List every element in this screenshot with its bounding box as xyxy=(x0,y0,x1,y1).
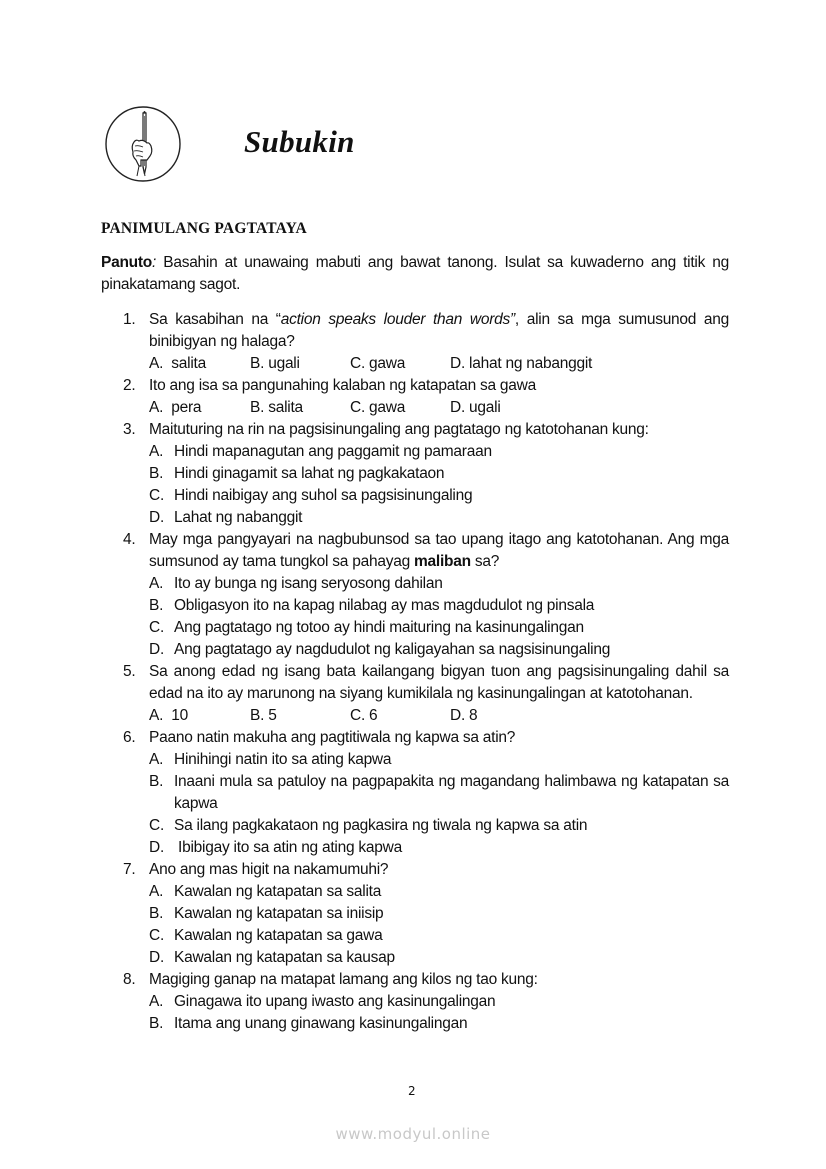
choice-text: Kawalan ng katapatan sa iniisip xyxy=(174,905,384,922)
choice-b xyxy=(149,463,729,485)
question-text: Sa anong edad ng isang bata kailangang bigyan tuon ang pagsisinungaling dahil sa edad na ito ay marunong na siyang kumikilala ng kasinungalingan at katotohanan. xyxy=(149,663,729,702)
question-5 xyxy=(123,661,729,727)
question-1 xyxy=(123,309,729,375)
choice-text: Itama ang unang ginawang kasinungalingan xyxy=(174,1015,468,1032)
question-text: Paano natin makuha ang pagtitiwala ng kapwa sa atin? xyxy=(149,729,516,746)
choice-letter: A. xyxy=(149,883,164,900)
choice-text: Lahat ng nabanggit xyxy=(174,509,303,526)
choice-d: D. ugali xyxy=(450,399,501,416)
question-3 xyxy=(123,419,729,529)
choice-c xyxy=(149,485,729,507)
choice-text: Ginagawa ito upang iwasto ang kasinungalingan xyxy=(174,993,496,1010)
section-title: PANIMULANG PAGTATAYA xyxy=(101,220,307,237)
choice-text: Hindi naibigay ang suhol sa pagsisinungaling xyxy=(174,487,473,504)
choice-b xyxy=(149,771,729,815)
choice-letter: C. xyxy=(149,927,164,944)
choice-text: Kawalan ng katapatan sa kausap xyxy=(174,949,395,966)
choice-text: Inaani mula sa patuloy na pagpapakita ng magandang halimbawa ng katapatan sa kapwa xyxy=(174,773,729,812)
question-7 xyxy=(123,859,729,969)
choice-d: D. 8 xyxy=(450,707,478,724)
question-text: Ano ang mas higit na nakamumuhi? xyxy=(149,861,389,878)
choice-letter: C. xyxy=(149,487,164,504)
lesson-title: Subukin xyxy=(244,124,355,159)
question-4 xyxy=(123,529,729,661)
choice-b xyxy=(149,903,729,925)
choice-text: Hinihingi natin ito sa ating kapwa xyxy=(174,751,392,768)
choice-text: Obligasyon ito na kapag nilabag ay mas magdudulot ng pinsala xyxy=(174,597,595,614)
page-number: 2 xyxy=(408,1084,416,1098)
choice-c xyxy=(149,617,729,639)
choice-a xyxy=(149,991,729,1013)
directions-colon: : xyxy=(152,254,157,271)
choice-d: D. lahat ng nabanggit xyxy=(450,355,593,372)
choices-row xyxy=(149,353,729,375)
question-text xyxy=(149,309,729,353)
choice-text: Sa ilang pagkakataon ng pagkasira ng tiwala ng kapwa sa atin xyxy=(174,817,588,834)
choice-letter: C. xyxy=(149,817,164,834)
choice-b xyxy=(149,1013,729,1035)
choice-letter: C. xyxy=(149,619,164,636)
choice-a xyxy=(149,749,729,771)
choice-a xyxy=(149,441,729,463)
choice-text: Kawalan ng katapatan sa gawa xyxy=(174,927,383,944)
choice-d xyxy=(149,947,729,969)
choice-d xyxy=(149,837,729,859)
choice-letter: B. xyxy=(149,465,164,482)
watermark: www.modyul.online xyxy=(335,1125,491,1143)
choice-b: B. ugali xyxy=(250,355,300,372)
question-number: 5. xyxy=(123,663,136,680)
question-text: Magiging ganap na matapat lamang ang kilos ng tao kung: xyxy=(149,971,538,988)
question-text-part: May mga pangyayari na nagbubunsod sa tao upang itago ang katotohanan. Ang mga sumsunod ay tama tungkol sa pahayag xyxy=(149,531,729,570)
choice-text: Ibibigay ito sa atin ng ating kapwa xyxy=(174,839,402,856)
question-number: 8. xyxy=(123,971,136,988)
hand-holding-pencil-icon xyxy=(103,104,183,184)
directions-text: Basahin at unawaing mabuti ang bawat tanong. Isulat sa kuwaderno ang titik ng pinakatamang sagot. xyxy=(101,254,729,293)
choice-b: B. salita xyxy=(250,399,303,416)
question-text: Maituturing na rin na pagsisinungaling ang pagtatago ng katotohanan kung: xyxy=(149,421,649,438)
choice-b: B. 5 xyxy=(250,707,277,724)
choices-row xyxy=(149,705,729,727)
directions-label: Panuto xyxy=(101,254,153,271)
choice-a xyxy=(149,573,729,595)
emphasis-word: maliban xyxy=(414,553,471,570)
question-list xyxy=(123,309,729,1035)
question-text: Ito ang isa sa pangunahing kalaban ng katapatan sa gawa xyxy=(149,377,536,394)
choice-text: Hindi mapanagutan ang paggamit ng pamaraan xyxy=(174,443,492,460)
choice-c xyxy=(149,925,729,947)
question-8 xyxy=(123,969,729,1035)
question-6 xyxy=(123,727,729,859)
choice-text: Ang pagtatago ng totoo ay hindi maituring na kasinungalingan xyxy=(174,619,584,636)
quoted-saying: action speaks louder than words” xyxy=(280,311,515,328)
choice-text: Hindi ginagamit sa lahat ng pagkakataon xyxy=(174,465,445,482)
directions xyxy=(101,252,729,296)
choice-c xyxy=(149,815,729,837)
choice-letter: D. xyxy=(149,949,164,966)
choices-row xyxy=(149,397,729,419)
choice-d xyxy=(149,507,729,529)
choice-c: C. gawa xyxy=(350,355,406,372)
choice-letter: B. xyxy=(149,597,164,614)
choice-letter: B. xyxy=(149,1015,164,1032)
question-number: 6. xyxy=(123,729,136,746)
question-2 xyxy=(123,375,729,419)
choice-letter: A. xyxy=(149,443,164,460)
question-number: 2. xyxy=(123,377,136,394)
choice-a: A. 10 xyxy=(149,707,188,724)
question-text-part: , alin sa mga sumusunod ang binibigyan ng halaga? xyxy=(149,311,730,350)
choice-letter: B. xyxy=(149,773,164,790)
question-text-part: sa? xyxy=(470,553,500,570)
choice-letter: B. xyxy=(149,905,164,922)
question-text xyxy=(149,529,729,573)
question-number: 4. xyxy=(123,531,136,548)
choice-a: A. pera xyxy=(149,399,202,416)
choice-letter: D. xyxy=(149,509,164,526)
choice-a xyxy=(149,881,729,903)
question-text-part: Sa kasabihan na “ xyxy=(149,311,281,328)
choice-c: C. 6 xyxy=(350,707,378,724)
choice-letter: D. xyxy=(149,839,164,856)
question-number: 3. xyxy=(123,421,136,438)
choice-d xyxy=(149,639,729,661)
choice-text: Kawalan ng katapatan sa salita xyxy=(174,883,382,900)
choice-c: C. gawa xyxy=(350,399,406,416)
choice-letter: A. xyxy=(149,575,164,592)
question-number: 1. xyxy=(123,311,136,328)
choice-letter: A. xyxy=(149,993,164,1010)
choice-b xyxy=(149,595,729,617)
choice-letter: D. xyxy=(149,641,164,658)
choice-text: Ang pagtatago ay nagdudulot ng kaligayahan sa nagsisinungaling xyxy=(174,641,611,658)
question-number: 7. xyxy=(123,861,136,878)
choice-text: Ito ay bunga ng isang seryosong dahilan xyxy=(174,575,443,592)
choice-a: A. salita xyxy=(149,355,206,372)
choice-letter: A. xyxy=(149,751,164,768)
